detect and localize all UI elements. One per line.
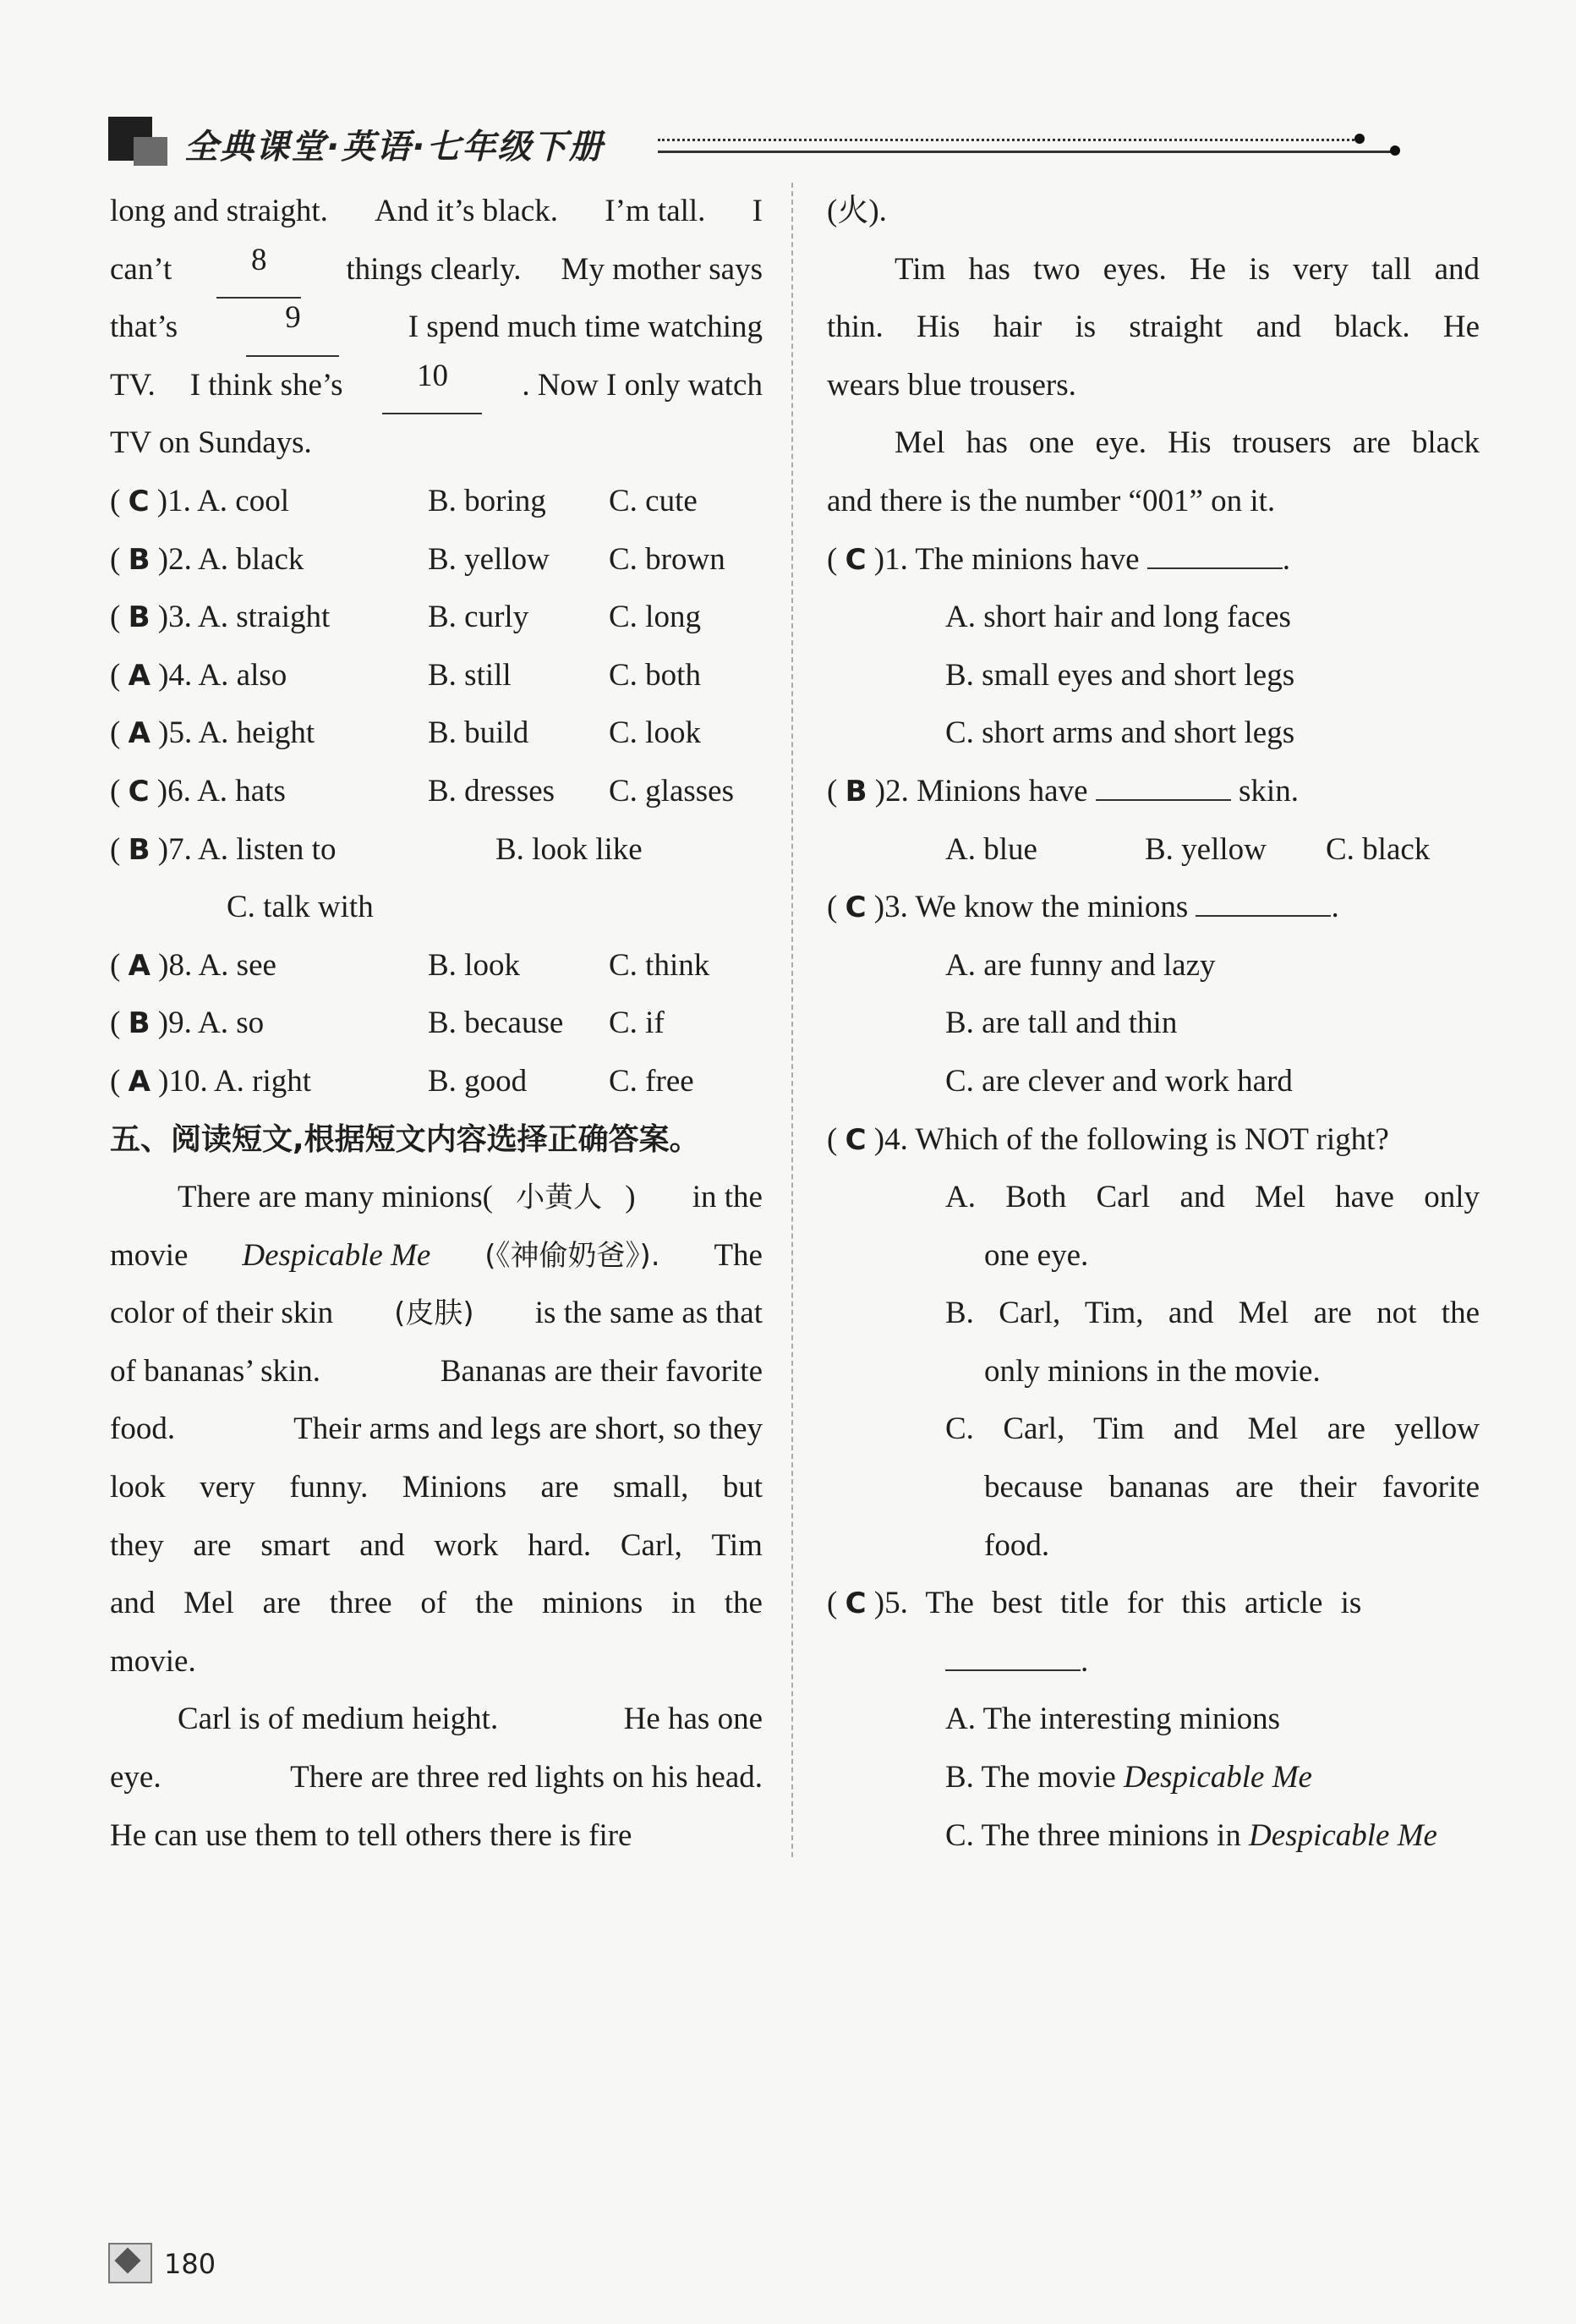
header-dot bbox=[1390, 145, 1400, 156]
text-span: Carl, bbox=[620, 1527, 682, 1563]
option-c bbox=[827, 1807, 1480, 1866]
option-a: A. listen to bbox=[198, 831, 337, 867]
text-line bbox=[110, 183, 763, 241]
text-line bbox=[110, 241, 763, 299]
page-number: 180 bbox=[164, 2248, 216, 2280]
option-c: C. if bbox=[609, 1006, 665, 1041]
answer-letter: A bbox=[128, 658, 150, 693]
text-span: Carl is of medium height. bbox=[178, 1702, 499, 1737]
reading-question-5-blank bbox=[827, 1633, 1480, 1691]
text-span: the bbox=[724, 1586, 763, 1621]
text-span: There are three red lights on his head. bbox=[290, 1760, 763, 1795]
text-span: are bbox=[540, 1470, 579, 1505]
text-span: movie bbox=[110, 1237, 189, 1273]
text-span: is the same as that bbox=[534, 1296, 763, 1331]
question-stem: )3. We know the minions bbox=[873, 890, 1189, 925]
question-number: )9. bbox=[157, 1006, 192, 1041]
cloze-question-7: ( B )7. A. listen to B. look like bbox=[110, 821, 763, 880]
passage-line bbox=[110, 1285, 763, 1343]
option-a: A. also bbox=[198, 657, 287, 693]
option-a: A. right bbox=[213, 1063, 312, 1099]
text-span: . bbox=[1282, 541, 1291, 577]
option-c: C. short arms and short legs bbox=[945, 715, 1295, 751]
text-span: look bbox=[110, 1470, 166, 1505]
text-span: the bbox=[475, 1586, 514, 1621]
blank-8: 8 bbox=[216, 241, 301, 299]
passage-line bbox=[110, 1691, 763, 1749]
movie-title: Despicable Me bbox=[1249, 1817, 1437, 1853]
text-span: can’t bbox=[110, 251, 172, 287]
text-span: skin. bbox=[1239, 773, 1299, 808]
passage-line: thin. His hair is straight and black. He bbox=[827, 310, 1480, 345]
text-span: 小黄人 bbox=[516, 1181, 603, 1215]
text-span: Tim bbox=[711, 1527, 763, 1563]
option-b: B. dresses bbox=[428, 773, 555, 808]
answer-blank bbox=[945, 1636, 1081, 1671]
text-span: C. The three minions in bbox=[945, 1817, 1241, 1853]
option-a: A. cool bbox=[197, 483, 290, 518]
text-span: TV. bbox=[110, 367, 156, 403]
option-c: C. long bbox=[609, 600, 701, 635]
text-span: movie. bbox=[110, 1643, 196, 1679]
question-number: )7. bbox=[157, 831, 192, 867]
option-b: B. build bbox=[428, 715, 529, 751]
option-c: C. cute bbox=[609, 483, 698, 518]
left-column bbox=[110, 183, 763, 1865]
option-b: B. yellow bbox=[428, 541, 550, 577]
text-line bbox=[110, 357, 763, 415]
option-b bbox=[827, 1749, 1480, 1807]
reading-question-1: ( C )1. The minions have . bbox=[827, 531, 1480, 589]
option-b: B. small eyes and short legs bbox=[945, 657, 1295, 693]
header-dotted-rule bbox=[658, 139, 1360, 141]
reading-question-2: ( B )2. Minions have skin. bbox=[827, 763, 1480, 821]
text-span: He can use them to tell others there is fire bbox=[110, 1817, 632, 1853]
option-c: C. talk with bbox=[227, 890, 374, 925]
passage-line bbox=[110, 1633, 763, 1691]
option-a: A. see bbox=[198, 947, 276, 983]
option-a: A. height bbox=[198, 715, 315, 751]
text-span: very bbox=[200, 1470, 255, 1505]
answer-letter: B bbox=[128, 600, 150, 635]
movie-title: Despicable Me bbox=[1124, 1760, 1312, 1795]
text-span: B. The movie bbox=[945, 1760, 1116, 1795]
text-span: minions bbox=[542, 1586, 643, 1621]
text-span: (《神偷奶爸》). bbox=[484, 1238, 660, 1273]
cloze-question-10: ( A )10. A. right B. good C. free bbox=[110, 1053, 763, 1111]
text-line bbox=[110, 414, 763, 473]
page-header bbox=[108, 117, 1402, 167]
text-span: Their arms and legs are short, so they bbox=[293, 1411, 763, 1447]
header-title: 全典课堂·英语·七年级下册 bbox=[184, 128, 605, 167]
passage-line: Tim has two eyes. He is very tall and bbox=[895, 251, 1480, 287]
section-title: 五、阅读短文,根据短文内容选择正确答案。 bbox=[110, 1121, 700, 1157]
answer-letter: B bbox=[128, 1006, 150, 1041]
header-dot bbox=[1354, 134, 1365, 144]
option-b: B. look bbox=[428, 947, 520, 983]
question-number: )2. bbox=[157, 541, 192, 577]
question-stem: )5. The best title for this article is bbox=[873, 1586, 1362, 1621]
option-a: A. Both Carl and Mel have only bbox=[945, 1180, 1480, 1215]
answer-letter: C bbox=[845, 542, 867, 577]
answer-letter: C bbox=[845, 1122, 867, 1157]
passage-line bbox=[110, 1169, 763, 1227]
text-span: . Now I only watch bbox=[522, 367, 763, 403]
text-span: three bbox=[329, 1586, 392, 1621]
question-stem: )2. Minions have bbox=[874, 773, 1088, 808]
option-b: B. good bbox=[428, 1063, 528, 1099]
cloze-question-4: ( A )4. A. also B. still C. both bbox=[110, 647, 763, 705]
text-span: work bbox=[434, 1527, 499, 1563]
option-a: A. black bbox=[198, 541, 304, 577]
text-span: they bbox=[110, 1527, 164, 1563]
answer-letter: B bbox=[845, 774, 867, 808]
reading-question-3: ( C )3. We know the minions . bbox=[827, 879, 1480, 937]
option-b-cont: only minions in the movie. bbox=[984, 1353, 1321, 1389]
text-span: I bbox=[752, 194, 763, 228]
passage-line bbox=[110, 1227, 763, 1285]
cloze-question-5: ( A )5. A. height B. build C. look bbox=[110, 704, 763, 763]
text-line bbox=[110, 299, 763, 357]
answer-blank bbox=[1147, 534, 1283, 569]
question-number: )5. bbox=[158, 715, 193, 751]
option-b: B. boring bbox=[428, 483, 546, 518]
cloze-question-7-cont bbox=[110, 879, 763, 937]
column-divider bbox=[791, 183, 793, 1857]
option-c: C. glasses bbox=[609, 773, 734, 808]
passage-line bbox=[110, 1575, 763, 1633]
option-b: B. curly bbox=[428, 600, 529, 635]
text-span: and bbox=[110, 1586, 156, 1621]
passage-line: (火). bbox=[827, 194, 887, 228]
text-span: TV on Sundays. bbox=[110, 425, 312, 461]
option-b: B. still bbox=[428, 657, 512, 693]
question-stem: )1. The minions have bbox=[873, 541, 1140, 577]
cloze-question-2: ( B )2. A. black B. yellow C. brown bbox=[110, 531, 763, 589]
header-solid-rule bbox=[658, 151, 1393, 153]
option-c-cont: because bananas are their favorite bbox=[984, 1470, 1480, 1505]
text-span: food. bbox=[110, 1411, 176, 1447]
passage-line: wears blue trousers. bbox=[827, 367, 1076, 403]
text-span: of bbox=[420, 1586, 447, 1621]
option-b: B. Carl, Tim, and Mel are not the bbox=[945, 1296, 1480, 1331]
answer-letter: B bbox=[128, 832, 150, 867]
answer-blank bbox=[1096, 765, 1231, 801]
text-span: Minions bbox=[402, 1470, 507, 1505]
text-span: . bbox=[1081, 1643, 1089, 1679]
option-a: A. blue bbox=[945, 831, 1037, 867]
question-number: )1. bbox=[156, 483, 191, 518]
text-span: but bbox=[722, 1470, 763, 1505]
passage-line: and there is the number “001” on it. bbox=[827, 483, 1276, 518]
question-number: )10. bbox=[158, 1063, 208, 1099]
text-span: things clearly. bbox=[346, 251, 522, 287]
option-b: B. look like bbox=[495, 831, 643, 867]
text-span: My mother says bbox=[561, 251, 763, 287]
answer-letter: A bbox=[128, 1064, 150, 1099]
passage-line bbox=[110, 1807, 763, 1866]
option-c: C. free bbox=[609, 1063, 694, 1099]
text-span: There are many minions( bbox=[178, 1180, 493, 1215]
cloze-question-1: ( C )1. A. cool B. boring C. cute bbox=[110, 473, 763, 531]
answer-blank bbox=[1196, 881, 1331, 917]
reading-question-5: ( C )5. The best title for this article is bbox=[827, 1586, 1362, 1621]
text-span: Mel bbox=[183, 1586, 234, 1621]
text-span: I spend much time watching bbox=[408, 310, 763, 345]
question-stem: )4. Which of the following is NOT right? bbox=[873, 1121, 1389, 1157]
text-span: are bbox=[193, 1527, 232, 1563]
cloze-question-3: ( B )3. A. straight B. curly C. long bbox=[110, 589, 763, 647]
option-c: C. think bbox=[609, 947, 710, 983]
text-span: ) bbox=[625, 1180, 636, 1215]
option-a-cont: one eye. bbox=[984, 1237, 1089, 1273]
text-span: And it’s black. bbox=[375, 194, 559, 228]
cloze-question-9: ( B )9. A. so B. because C. if bbox=[110, 995, 763, 1053]
option-a: A. straight bbox=[198, 600, 331, 635]
cloze-question-6: ( C )6. A. hats B. dresses C. glasses bbox=[110, 763, 763, 821]
question-number: )4. bbox=[158, 657, 193, 693]
movie-title: Despicable Me bbox=[242, 1237, 431, 1273]
option-c: C. brown bbox=[609, 541, 725, 577]
passage-line bbox=[110, 1517, 763, 1576]
right-column bbox=[827, 183, 1480, 1865]
option-a: A. are funny and lazy bbox=[945, 947, 1216, 983]
question-number: )6. bbox=[156, 773, 191, 808]
text-span: He has one bbox=[623, 1702, 763, 1737]
text-span: I’m tall. bbox=[605, 194, 706, 228]
text-span: long and straight. bbox=[110, 194, 328, 228]
text-span: funny. bbox=[289, 1470, 369, 1505]
option-c: C. both bbox=[609, 657, 701, 693]
option-a: A. The interesting minions bbox=[945, 1702, 1280, 1737]
option-a: A. hats bbox=[197, 773, 286, 808]
passage-line bbox=[110, 1400, 763, 1459]
text-span: (皮肤) bbox=[394, 1296, 474, 1331]
option-b: B. because bbox=[428, 1006, 564, 1041]
text-span: Bananas are their favorite bbox=[440, 1353, 763, 1389]
text-span: of bananas’ skin. bbox=[110, 1353, 320, 1389]
passage-line: Mel has one eye. His trousers are black bbox=[895, 425, 1480, 461]
passage-line bbox=[110, 1749, 763, 1807]
answer-letter: A bbox=[128, 716, 150, 751]
text-span: eye. bbox=[110, 1760, 161, 1795]
option-c: C. look bbox=[609, 715, 701, 751]
text-span: The bbox=[714, 1237, 763, 1273]
option-b: B. are tall and thin bbox=[945, 1006, 1178, 1041]
question-number: )8. bbox=[158, 947, 193, 983]
question-number: )3. bbox=[157, 600, 192, 635]
option-c: C. Carl, Tim and Mel are yellow bbox=[945, 1411, 1480, 1447]
answer-letter: C bbox=[128, 484, 150, 518]
blank-10: 10 bbox=[382, 357, 482, 415]
option-a: A. short hair and long faces bbox=[945, 600, 1291, 635]
answer-letter: C bbox=[845, 891, 867, 925]
header-logo-shade bbox=[134, 137, 167, 166]
cloze-question-8: ( A )8. A. see B. look C. think bbox=[110, 937, 763, 995]
option-c: C. black bbox=[1326, 831, 1431, 867]
reading-question-2-options bbox=[827, 821, 1480, 880]
text-span: in bbox=[671, 1586, 696, 1621]
passage-line bbox=[110, 1343, 763, 1401]
text-span: that’s bbox=[110, 310, 178, 345]
answer-letter: C bbox=[845, 1587, 867, 1621]
answer-letter: C bbox=[128, 774, 150, 808]
text-span: and bbox=[359, 1527, 405, 1563]
text-span: color of their skin bbox=[110, 1296, 334, 1331]
blank-9: 9 bbox=[246, 299, 339, 357]
reading-question-4: ( C )4. Which of the following is NOT right? bbox=[827, 1121, 1389, 1157]
text-span: . bbox=[1331, 890, 1339, 925]
text-span: small, bbox=[612, 1470, 689, 1505]
passage-line bbox=[110, 1459, 763, 1517]
text-span: smart bbox=[260, 1527, 331, 1563]
option-c-cont: food. bbox=[984, 1527, 1050, 1563]
option-c: C. are clever and work hard bbox=[945, 1063, 1293, 1099]
option-b: B. yellow bbox=[1145, 831, 1267, 867]
answer-letter: B bbox=[128, 542, 150, 577]
answer-letter: A bbox=[128, 948, 150, 983]
text-span: I think she’s bbox=[189, 367, 343, 403]
text-span: in the bbox=[692, 1180, 763, 1215]
option-a: A. so bbox=[198, 1006, 265, 1041]
text-span: are bbox=[262, 1586, 301, 1621]
text-span: hard. bbox=[528, 1527, 592, 1563]
